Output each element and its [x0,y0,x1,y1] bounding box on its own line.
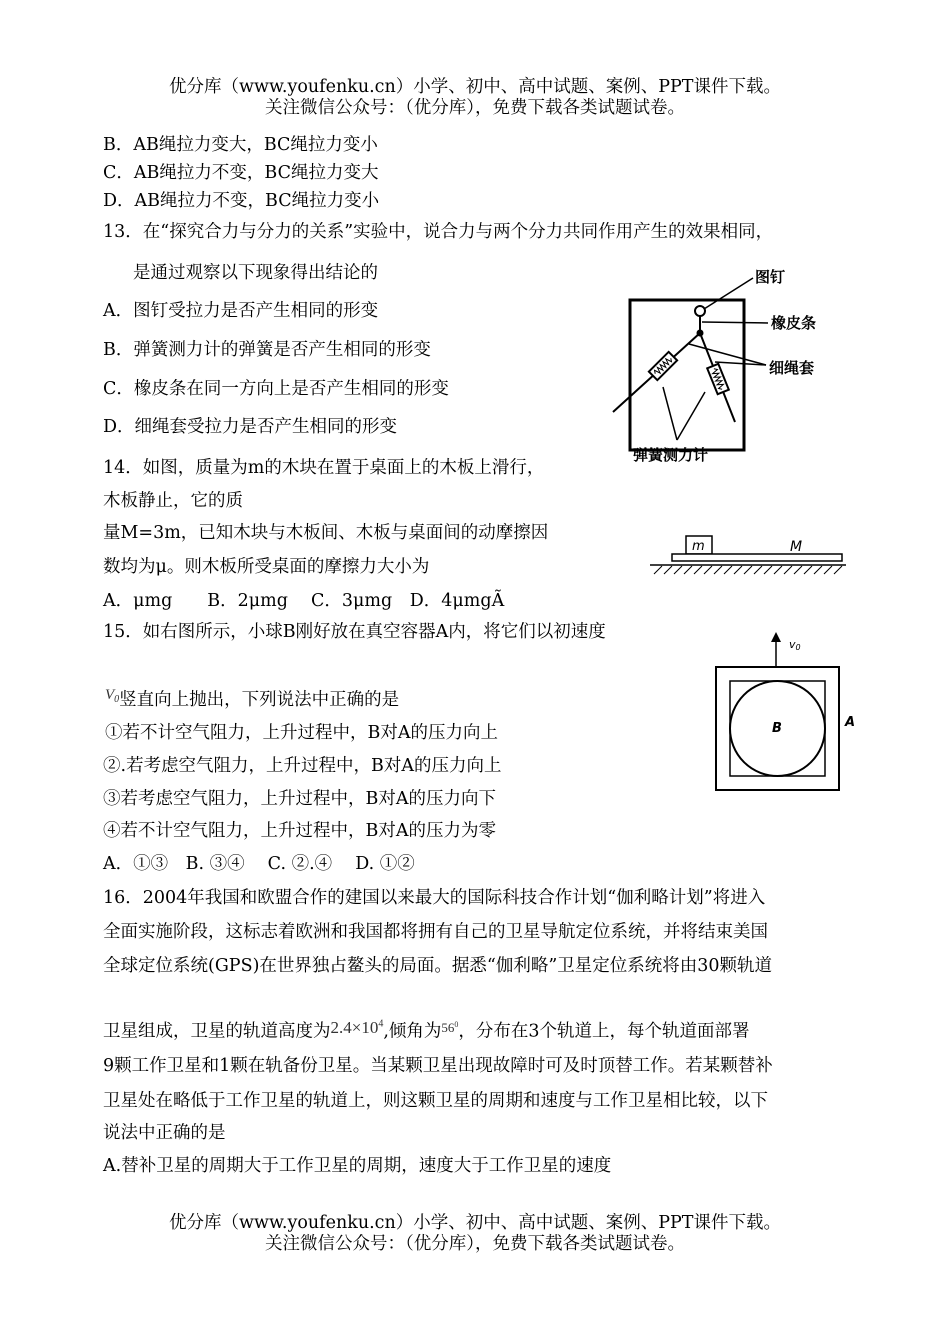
label-A: A [845,715,856,730]
label-rubber: 橡皮条 [771,314,817,332]
q16-option-a: A.替补卫星的周期大于工作卫星的周期，速度大于工作卫星的速度 [103,1156,612,1176]
q15-statement-2: ②.若考虑空气阻力，上升过程中，B对A的压力向上 [103,756,502,776]
label-scale: 弹簧测力计 [633,446,709,464]
label-v0: v0 [789,638,801,652]
q13-option-c: C．橡皮条在同一方向上是否产生相同的形变 [103,379,449,399]
q16-line-4-a: 卫星组成，卫星的轨道高度为 [103,1021,331,1042]
q13-option-b: B．弹簧测力计的弹簧是否产生相同的形变 [103,340,431,360]
leader-rubber [702,322,768,323]
q15-options: A．①③ B. ③④ C. ②.④ D. ①② [103,854,415,874]
q15-statement-3: ③若考虑空气阻力，上升过程中，B对A的压力向下 [103,789,496,809]
q13-stem-2: 是通过观察以下现象得出结论的 [133,263,378,283]
q14-stem-3: 量M=3m，已知木块与木板间、木板与桌面间的动摩擦因 [103,523,549,543]
q15-stem-1: 15．如右图所示，小球B刚好放在真空容器A内，将它们以初速度 [103,622,606,642]
q16-line-4-b: ,倾角为 [383,1021,442,1042]
v0-sub: 0 [114,694,120,705]
q13-option-d: D．细绳套受拉力是否产生相同的形变 [103,417,398,437]
v0-symbol: V [105,687,115,703]
spring-scale-right-icon [707,364,729,394]
q14-stem-2: 木板静止，它的质 [103,491,243,511]
q12-option-b: B．AB绳拉力变大，BC绳拉力变小 [103,135,378,155]
leader-string-1 [689,344,766,365]
q14-figure [648,530,848,578]
q13-option-a: A．图钉受拉力是否产生相同的形变 [103,301,379,321]
leader-pin [704,278,753,309]
label-B: B [772,721,782,736]
table-hatching [654,566,842,574]
q15-figure [705,628,865,798]
q14-stem-4: 数均为μ。则木板所受桌面的摩擦力大小为 [103,557,430,577]
plank [672,554,842,561]
q16-line-5: 9颗工作卫星和1颗在轨备份卫星。当某颗卫星出现故障时可及时顶替工作。若某颗替补 [103,1056,773,1076]
footer-line-2: 关注微信公众号：（优分库），免费下载各类试题试卷。 [265,1234,685,1254]
pin-icon [695,306,705,316]
q14-options: A．μmg B．2μmg C．3μmg D．4μmgÃ [103,591,505,611]
q16-line-4 [103,1013,750,1043]
q15-statement-1: ①若不计空气阻力，上升过程中，B对A的压力向上 [105,723,498,743]
q16-line-3: 全球定位系统(GPS)在世界独占鳌头的局面。据悉“伽利略”卫星定位系统将由30颗轨道 [103,956,773,976]
q15-stem-2 [105,684,399,711]
q13-figure [605,262,845,474]
q12-option-d: D．AB绳拉力不变，BC绳拉力变小 [103,191,380,211]
inclination-angle: 560 [441,1019,459,1035]
q15-stem-2-text: 竖直向上抛出，下列说法中正确的是 [119,690,400,710]
label-pin: 图钉 [755,268,786,286]
q14-stem-1: 14．如图，质量为m的木块在置于桌面上的木板上滑行， [103,458,545,478]
label-m: m [692,539,705,554]
label-string: 细绳套 [769,359,815,377]
header-line-2: 关注微信公众号：（优分库），免费下载各类试题试卷。 [265,98,685,118]
q16-line-6: 卫星处在略低于工作卫星的轨道上，则这颗卫星的周期和速度与工作卫星相比较，以下 [103,1091,768,1111]
spring-scale-left-icon [649,352,677,380]
q16-line-2: 全面实施阶段，这标志着欧洲和我国都将拥有自己的卫星导航定位系统，并将结束美国 [103,922,768,942]
q16-line-1: 16．2004年我国和欧盟合作的建国以来最大的国际科技合作计划“伽利略计划”将进入 [103,888,766,908]
leader-scale-1 [663,387,677,440]
leader-scale-2 [677,392,705,440]
header-line-1: 优分库（www.youfenku.cn）小学、初中、高中试题、案例、PPT课件下载。 [169,77,781,97]
velocity-arrow-icon [771,632,781,642]
q15-statement-4: ④若不计空气阻力，上升过程中，B对A的压力为零 [103,821,496,841]
q12-option-c: C．AB绳拉力不变，BC绳拉力变大 [103,163,379,183]
label-M: M [790,539,803,555]
q16-line-7: 说法中正确的是 [103,1123,226,1143]
q13-stem-1: 13．在“探究合力与分力的关系”实验中，说合力与两个分力共同作用产生的效果相同， [103,222,774,242]
q16-line-4-c: ，分布在3个轨道上，每个轨道面部署 [458,1021,750,1042]
footer-line-1: 优分库（www.youfenku.cn）小学、初中、高中试题、案例、PPT课件下载。 [169,1213,781,1233]
orbit-height: $2.4\times 10^4$ [330,1017,384,1037]
